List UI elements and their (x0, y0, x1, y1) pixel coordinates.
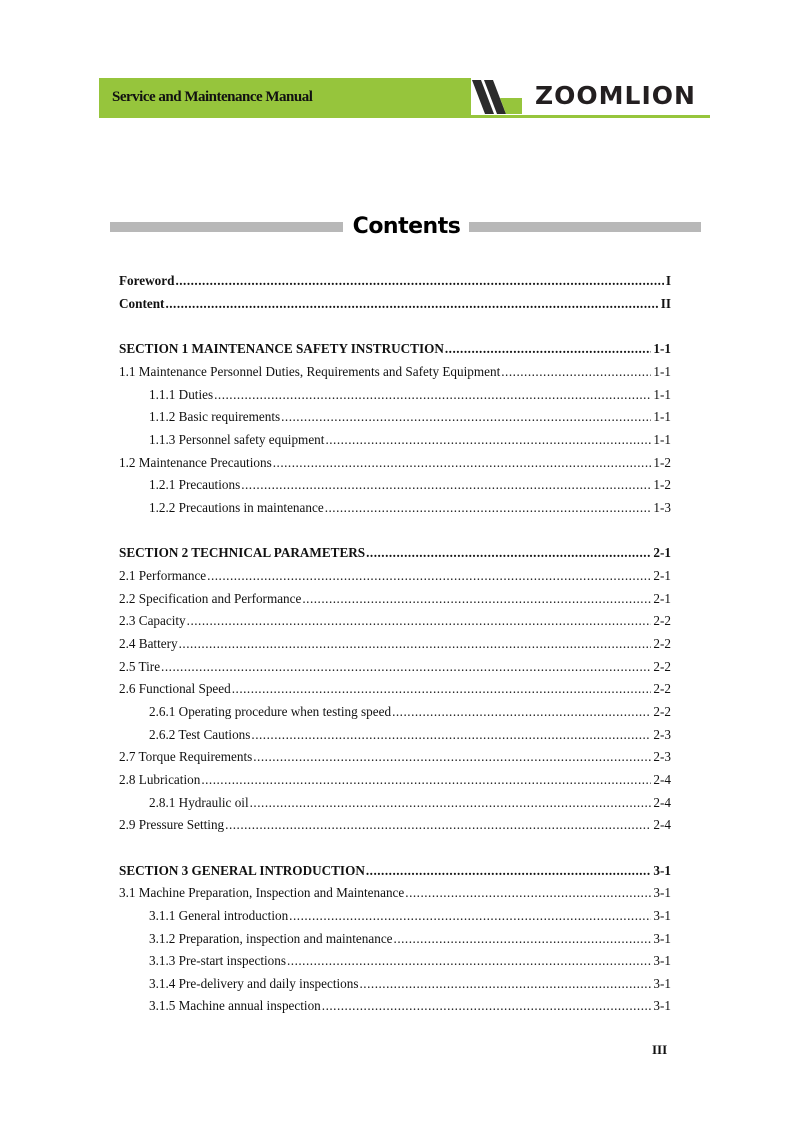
toc-entry[interactable]: 2.7 Torque Requirements ..... 2-3 (119, 749, 671, 765)
toc-entry[interactable]: 1.2 Maintenance Precautions ..... 1-2 (119, 455, 671, 471)
manual-title: Service and Maintenance Manual (112, 89, 313, 105)
toc-entry-foreword[interactable]: Foreword ..... I (119, 273, 671, 289)
header-underline (99, 115, 710, 118)
heading-rule-right (469, 222, 701, 232)
toc-section-heading[interactable]: SECTION 2 TECHNICAL PARAMETERS ..... 2-1 (119, 545, 671, 561)
contents-title: Contents (352, 214, 461, 239)
toc-section-heading[interactable]: SECTION 1 MAINTENANCE SAFETY INSTRUCTION ..... 1-1 (119, 341, 671, 357)
toc-entry[interactable]: 2.5 Tire ..... 2-2 (119, 659, 671, 675)
toc-entry[interactable]: 2.2 Specification and Performance ..... 2-1 (119, 591, 671, 607)
toc-subentry[interactable]: 2.8.1 Hydraulic oil ..... 2-4 (149, 795, 671, 811)
toc-entry[interactable]: 2.8 Lubrication ..... 2-4 (119, 772, 671, 788)
toc-entry[interactable]: 2.3 Capacity ..... 2-2 (119, 613, 671, 629)
heading-rule-left (110, 222, 343, 232)
toc-entry[interactable]: 2.4 Battery ..... 2-2 (119, 636, 671, 652)
toc-subentry[interactable]: 1.2.2 Precautions in maintenance ..... 1-3 (149, 500, 671, 516)
toc-subentry[interactable]: 3.1.5 Machine annual inspection ..... 3-1 (149, 998, 671, 1014)
brand-logo-text: ZOOMLION (535, 81, 696, 110)
page-header (99, 78, 710, 118)
toc-entry[interactable]: 3.1 Machine Preparation, Inspection and Maintenance ..... 3-1 (119, 885, 671, 901)
toc-subentry[interactable]: 2.6.2 Test Cautions ..... 2-3 (149, 727, 671, 743)
toc-subentry[interactable]: 1.2.1 Precautions ..... 1-2 (149, 477, 671, 493)
toc-entry[interactable]: 2.1 Performance ..... 2-1 (119, 568, 671, 584)
page-number: III (652, 1042, 668, 1057)
toc-entry[interactable]: 2.9 Pressure Setting ..... 2-4 (119, 817, 671, 833)
toc-subentry[interactable]: 3.1.3 Pre-start inspections ..... 3-1 (149, 953, 671, 969)
contents-heading (110, 214, 701, 242)
toc-subentry[interactable]: 1.1.3 Personnel safety equipment ..... 1-1 (149, 432, 671, 448)
toc-subentry[interactable]: 3.1.1 General introduction ..... 3-1 (149, 908, 671, 924)
toc-subentry[interactable]: 1.1.2 Basic requirements ..... 1-1 (149, 409, 671, 425)
toc-subentry[interactable]: 1.1.1 Duties ..... 1-1 (149, 387, 671, 403)
toc-subentry[interactable]: 3.1.2 Preparation, inspection and maintenance ..... 3-1 (149, 931, 671, 947)
toc-subentry[interactable]: 3.1.4 Pre-delivery and daily inspections ..... 3-1 (149, 976, 671, 992)
toc-entry[interactable]: 1.1 Maintenance Personnel Duties, Requirements and Safety Equipment ..... 1-1 (119, 364, 671, 380)
toc-entry-content[interactable]: Content ..... II (119, 296, 671, 312)
zoomlion-logo-icon (472, 78, 532, 118)
toc-subentry[interactable]: 2.6.1 Operating procedure when testing speed ..... 2-2 (149, 704, 671, 720)
toc-entry[interactable]: 2.6 Functional Speed ..... 2-2 (119, 681, 671, 697)
toc-section-heading[interactable]: SECTION 3 GENERAL INTRODUCTION ..... 3-1 (119, 863, 671, 879)
